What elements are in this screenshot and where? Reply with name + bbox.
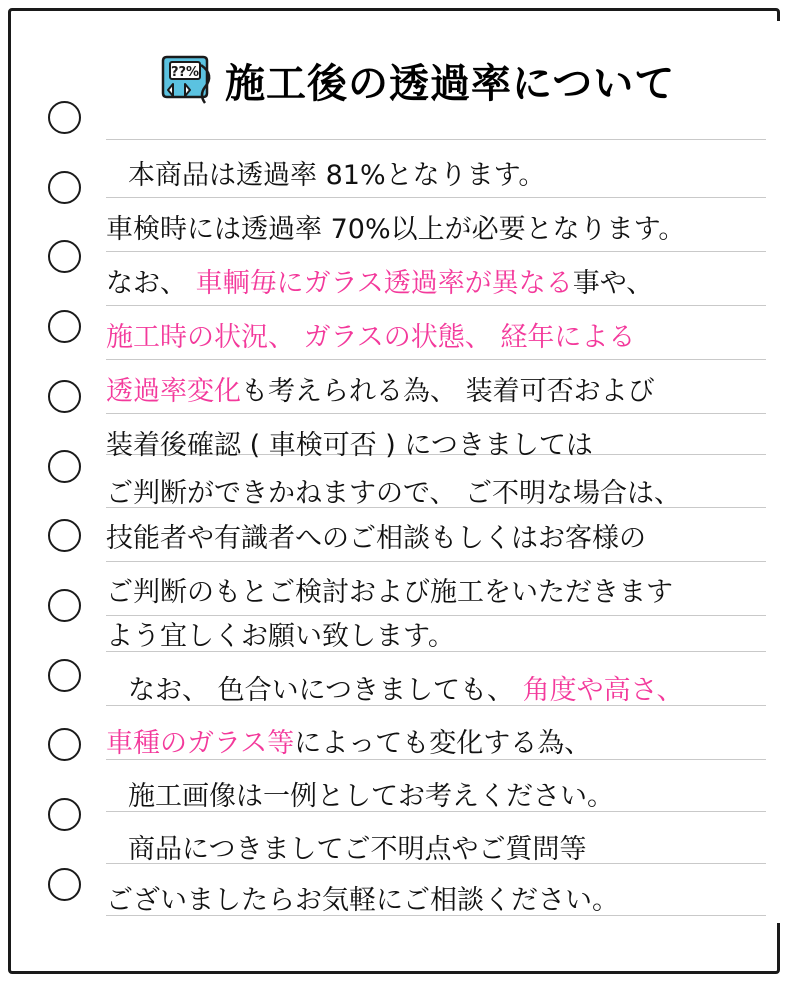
text-line xyxy=(106,783,800,810)
punch-hole xyxy=(48,798,81,831)
text-line xyxy=(106,677,800,704)
document-heading xyxy=(161,53,675,115)
text-line xyxy=(106,623,786,650)
punch-hole xyxy=(48,659,81,692)
body-text: によっても変化する為、 xyxy=(294,728,592,759)
text-line xyxy=(106,525,786,552)
body-text: も考えられる為、 装着可否および xyxy=(241,376,655,407)
emphasized-text: 透過率変化 xyxy=(106,376,241,407)
body-text: なお、 色合いにつきましても、 xyxy=(128,675,515,706)
emphasized-text: 車輌毎にガラス透過率が異なる xyxy=(187,268,573,299)
text-line xyxy=(106,378,786,405)
body-text: 装着後確認 ( 車検可否 ) につきましては xyxy=(106,430,593,461)
punch-hole xyxy=(48,380,81,413)
punch-hole xyxy=(48,868,81,901)
text-line xyxy=(106,836,800,863)
text-line xyxy=(106,480,786,507)
punch-hole xyxy=(48,101,81,134)
body-text: なお、 xyxy=(106,268,187,299)
body-text: 施工画像は一例としてお考えください。 xyxy=(128,781,614,812)
punch-hole xyxy=(48,171,81,204)
body-text: ございましたらお気軽にご相談ください。 xyxy=(106,885,619,916)
body-text: よう宜しくお願い致します。 xyxy=(106,621,455,652)
svg-text:??%: ??% xyxy=(170,65,200,80)
punch-hole xyxy=(48,589,81,622)
punch-hole xyxy=(48,450,81,483)
text-line xyxy=(106,730,786,757)
page-title: 施工後の透過率について xyxy=(225,61,676,107)
emphasized-text: 車種のガラス等 xyxy=(106,728,295,759)
notebook-sheet xyxy=(8,8,780,974)
text-line xyxy=(106,216,786,243)
body-text: 車検時には透過率 70%以上が必要となります。 xyxy=(106,214,686,245)
punch-hole xyxy=(48,310,81,343)
text-line xyxy=(106,324,786,351)
punch-hole-column xyxy=(41,101,87,901)
punch-hole xyxy=(48,728,81,761)
text-line xyxy=(106,579,786,606)
body-text: 本商品は透過率 81%となります。 xyxy=(128,160,546,191)
punch-hole xyxy=(48,519,81,552)
body-text: 商品につきましてご不明点やご質問等 xyxy=(128,834,587,865)
emphasized-text: 施工時の状況、 ガラスの状態、 経年による xyxy=(106,322,636,353)
document-content xyxy=(106,11,786,977)
body-text: ご判断のもとご検討および施工をいただきます xyxy=(106,577,673,608)
body-text: 技能者や有識者へのご相談もしくはお客様の xyxy=(106,523,646,554)
text-line xyxy=(106,162,800,189)
body-text: ご判断ができかねますので、 ご不明な場合は、 xyxy=(106,478,682,509)
punch-hole xyxy=(48,240,81,273)
text-line xyxy=(106,270,786,297)
text-line xyxy=(106,887,786,914)
body-text: 事や、 xyxy=(572,268,654,299)
text-line xyxy=(106,432,786,459)
question-mark-window-icon xyxy=(161,53,215,115)
emphasized-text: 角度や高さ、 xyxy=(514,675,684,706)
